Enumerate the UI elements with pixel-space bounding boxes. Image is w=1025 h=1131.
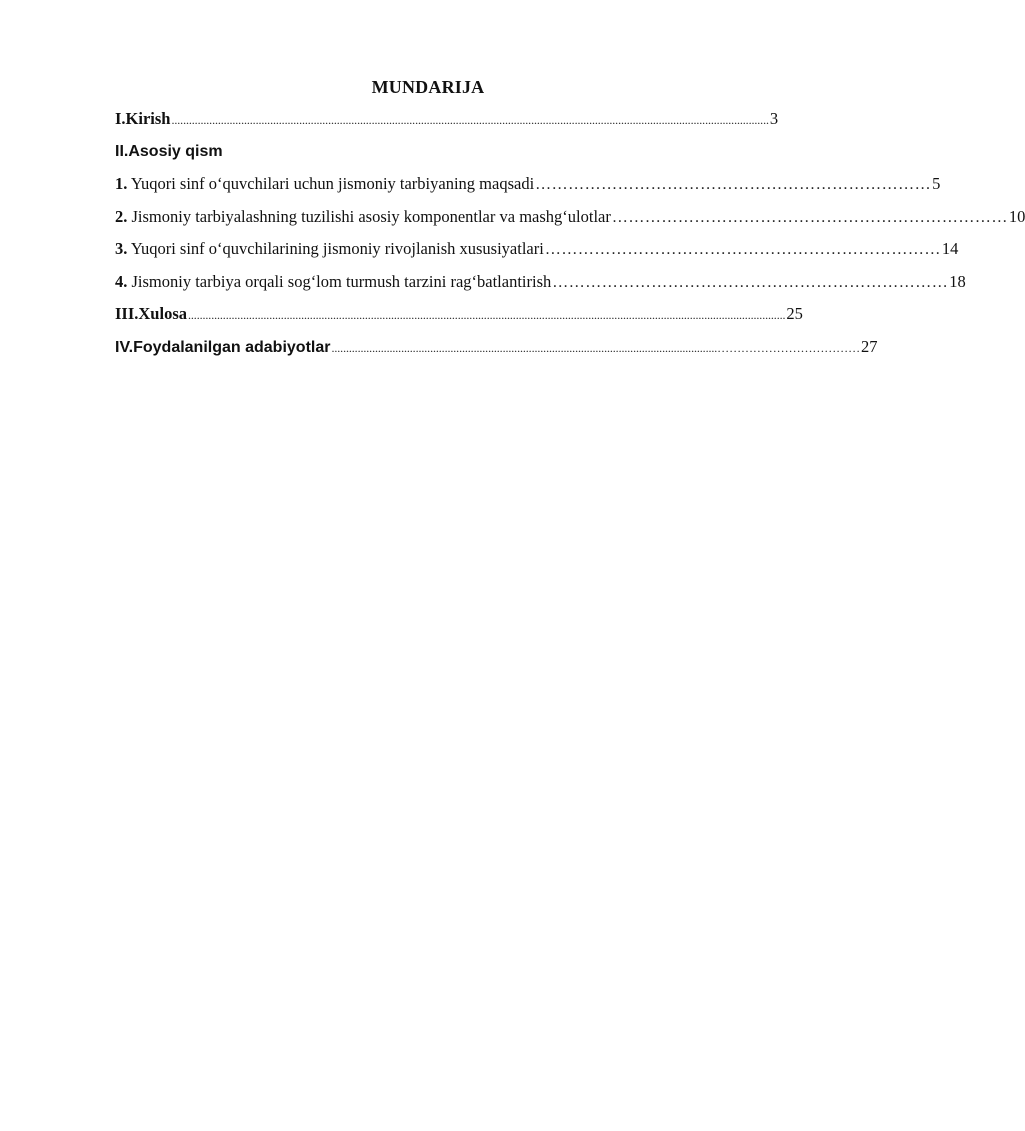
toc-section-heading: II.Asosiy qism [115, 142, 223, 160]
toc-entry-number: 3. [115, 239, 128, 258]
dot-leader: ……………………………………………………………… [535, 176, 932, 193]
toc-entry-3 [115, 237, 959, 270]
dot-leader: ……………………………………………………………… [544, 241, 941, 258]
toc-entry-text: Jismoniy tarbiyalashning tuzilishi asosiy komponentlar va mashg‘ulotlar [131, 206, 611, 226]
toc-entry-asosiy-qism [115, 140, 743, 173]
toc-entry-4 [115, 270, 966, 303]
dot-leader: ……………………………………………………………… [552, 273, 949, 291]
toc-entry-number: 2. [115, 206, 128, 226]
toc-entry-label: III.Xulosa [115, 304, 187, 323]
toc-entry-number: 1. [115, 174, 128, 193]
toc-entry-adabiyotlar [115, 335, 878, 368]
toc-entry-2 [115, 205, 1025, 238]
toc-entry-xulosa [115, 302, 803, 335]
toc-entry-label: IV.Foydalanilgan adabiyotlar [115, 338, 331, 356]
toc-page-number: 25 [786, 304, 803, 323]
toc-page-number: 14 [941, 239, 959, 258]
toc-page-number: 3 [769, 109, 779, 128]
toc-entry-text: Yuqori sinf o‘quvchilarining jismoniy rivojlanish xususiyatlari [130, 239, 544, 258]
toc-page-number: 27 [860, 336, 878, 356]
dot-leader: .....................................................................................................................................……………………………… [331, 340, 860, 355]
toc-page-number: 5 [932, 174, 941, 193]
toc-entry-label [115, 172, 534, 196]
dot-leader: .............................................................................................................................................................................................................. [188, 308, 786, 322]
toc-entry-1 [115, 172, 941, 205]
dot-leader: ……………………………………………………………… [611, 208, 1008, 226]
toc-page-number: 10 [1008, 206, 1025, 226]
toc-page-number: 18 [949, 271, 966, 291]
dot-leader: .............................................................................................................................................................................................................. [171, 113, 769, 127]
toc-entry-label [115, 270, 551, 294]
toc-entry-label [115, 237, 544, 261]
table-of-contents [115, 107, 1025, 367]
toc-entry-kirish [115, 107, 779, 140]
toc-title: MUNDARIJA [371, 77, 485, 97]
toc-entry-label: I.Kirish [115, 109, 171, 128]
toc-entry-text: Yuqori sinf o‘quvchilari uchun jismoniy tarbiyaning maqsadi [130, 174, 535, 193]
toc-entry-number: 4. [115, 271, 128, 291]
toc-entry-label [115, 205, 611, 229]
toc-entry-text: Jismoniy tarbiya orqali sog‘lom turmush tarzini rag‘batlantirish [131, 271, 552, 291]
